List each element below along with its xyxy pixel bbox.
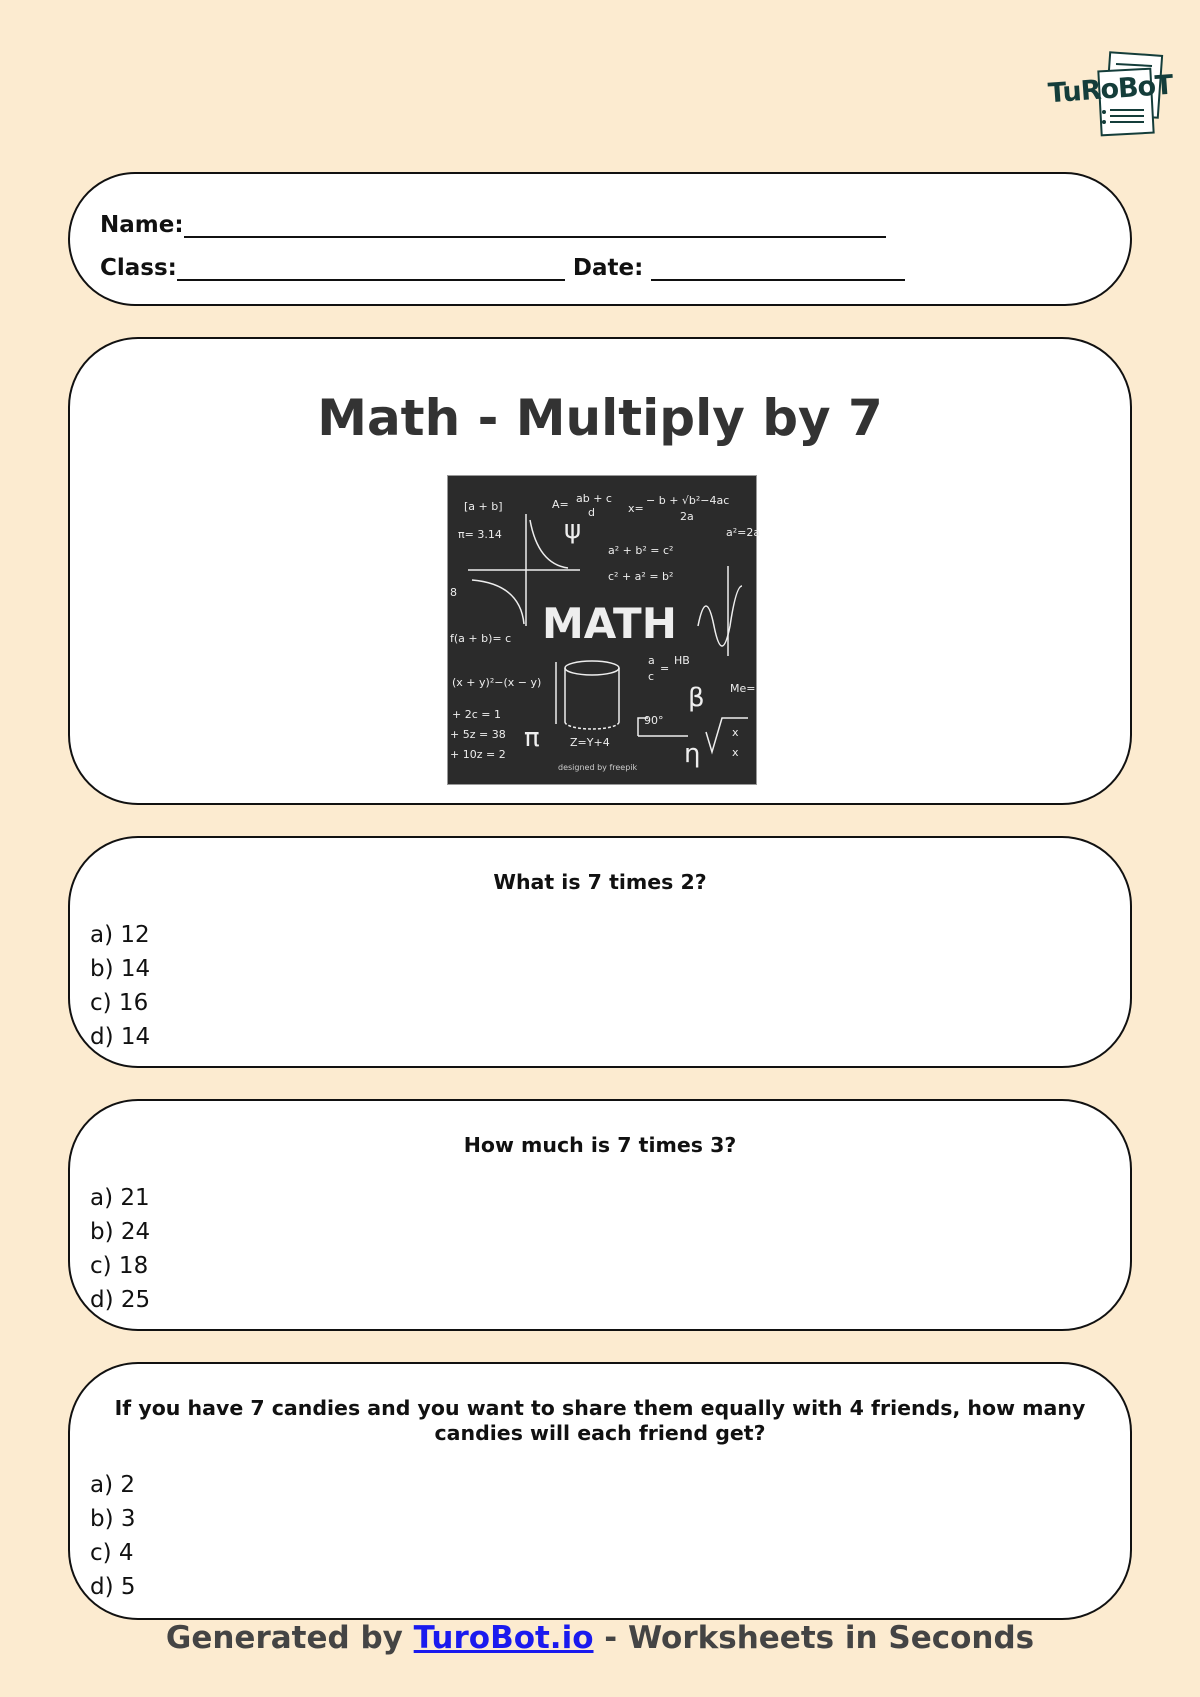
svg-text:90°: 90° [644, 714, 664, 727]
date-label: Date: [572, 255, 644, 281]
svg-text:2a: 2a [680, 510, 694, 523]
svg-text:+ 10z = 2: + 10z = 2 [450, 748, 506, 761]
svg-text:x: x [732, 726, 739, 739]
title-card [68, 337, 1132, 805]
svg-text:a: a [648, 654, 655, 667]
chalkboard-heading: MATH [542, 599, 677, 648]
svg-text:c² + a² = b²: c² + a² = b² [608, 570, 674, 583]
turobot-link[interactable]: TuroBot.io [413, 1620, 594, 1656]
option-d[interactable]: d) 25 [90, 1287, 151, 1313]
footer-suffix: - Worksheets in Seconds [593, 1620, 1035, 1656]
svg-text:Z=Y+4: Z=Y+4 [570, 736, 610, 749]
options-list [90, 918, 150, 1054]
option-a[interactable]: a) 21 [90, 1185, 150, 1211]
question-card [68, 1362, 1132, 1620]
options-list [90, 1468, 136, 1604]
svg-text:β: β [688, 683, 705, 713]
svg-text:=: = [660, 662, 670, 675]
svg-text:+ 5z = 38: + 5z = 38 [450, 728, 506, 741]
svg-text:x: x [732, 746, 739, 759]
svg-text:ab + c: ab + c [576, 492, 612, 505]
svg-text:8: 8 [450, 586, 457, 599]
math-chalkboard-image [447, 475, 761, 785]
svg-text:Me=: Me= [730, 682, 756, 695]
image-credit: designed by freepik [558, 763, 638, 772]
option-c[interactable]: c) 4 [90, 1540, 134, 1566]
name-row [100, 212, 886, 238]
student-info-card [68, 172, 1132, 306]
svg-text:f(a + b)= c: f(a + b)= c [450, 632, 512, 645]
option-c[interactable]: c) 18 [90, 1253, 149, 1279]
option-b[interactable]: b) 3 [90, 1506, 136, 1532]
question-card [68, 836, 1132, 1068]
option-b[interactable]: b) 24 [90, 1219, 151, 1245]
svg-text:a² + b² = c²: a² + b² = c² [608, 544, 674, 557]
question-text: If you have 7 candies and you want to share them equally with 4 friends, how many candies will each friend get? [114, 1396, 1086, 1445]
footer-prefix: Generated by [165, 1620, 414, 1656]
option-d[interactable]: d) 5 [90, 1574, 136, 1600]
date-field[interactable] [651, 257, 905, 281]
option-b[interactable]: b) 14 [90, 956, 151, 982]
class-date-row [100, 255, 905, 281]
svg-text:+ 2c = 1: + 2c = 1 [452, 708, 501, 721]
svg-text:π= 3.14: π= 3.14 [458, 528, 502, 541]
class-field[interactable] [177, 257, 565, 281]
svg-text:a²=2a: a²=2a [726, 526, 761, 539]
class-label: Class: [100, 255, 177, 281]
svg-text:c: c [648, 670, 655, 683]
question-card [68, 1099, 1132, 1331]
svg-text:x=: x= [628, 502, 644, 515]
svg-text:η: η [684, 739, 701, 769]
option-a[interactable]: a) 12 [90, 922, 150, 948]
svg-text:− b + √b²−4ac: − b + √b²−4ac [646, 494, 730, 507]
svg-text:A=: A= [552, 498, 569, 511]
name-label: Name: [100, 212, 184, 238]
question-text: What is 7 times 2? [493, 870, 707, 894]
question-text: How much is 7 times 3? [463, 1133, 737, 1157]
footer [0, 1620, 1200, 1656]
logo-text: TuRoBoT [1047, 69, 1174, 110]
svg-text:[a + b]: [a + b] [464, 500, 503, 513]
svg-text:ψ: ψ [564, 515, 582, 545]
option-a[interactable]: a) 2 [90, 1472, 136, 1498]
name-field[interactable] [184, 214, 886, 238]
option-d[interactable]: d) 14 [90, 1024, 151, 1050]
turobot-logo [1046, 52, 1174, 138]
svg-text:π: π [524, 723, 540, 753]
svg-text:HB: HB [674, 654, 690, 667]
worksheet-title: Math - Multiply by 7 [317, 389, 883, 447]
option-c[interactable]: c) 16 [90, 990, 149, 1016]
svg-text:d: d [588, 506, 595, 519]
chalkboard-illustration [448, 476, 761, 784]
options-list [90, 1181, 150, 1317]
svg-text:(x + y)²−(x − y): (x + y)²−(x − y) [452, 676, 542, 689]
